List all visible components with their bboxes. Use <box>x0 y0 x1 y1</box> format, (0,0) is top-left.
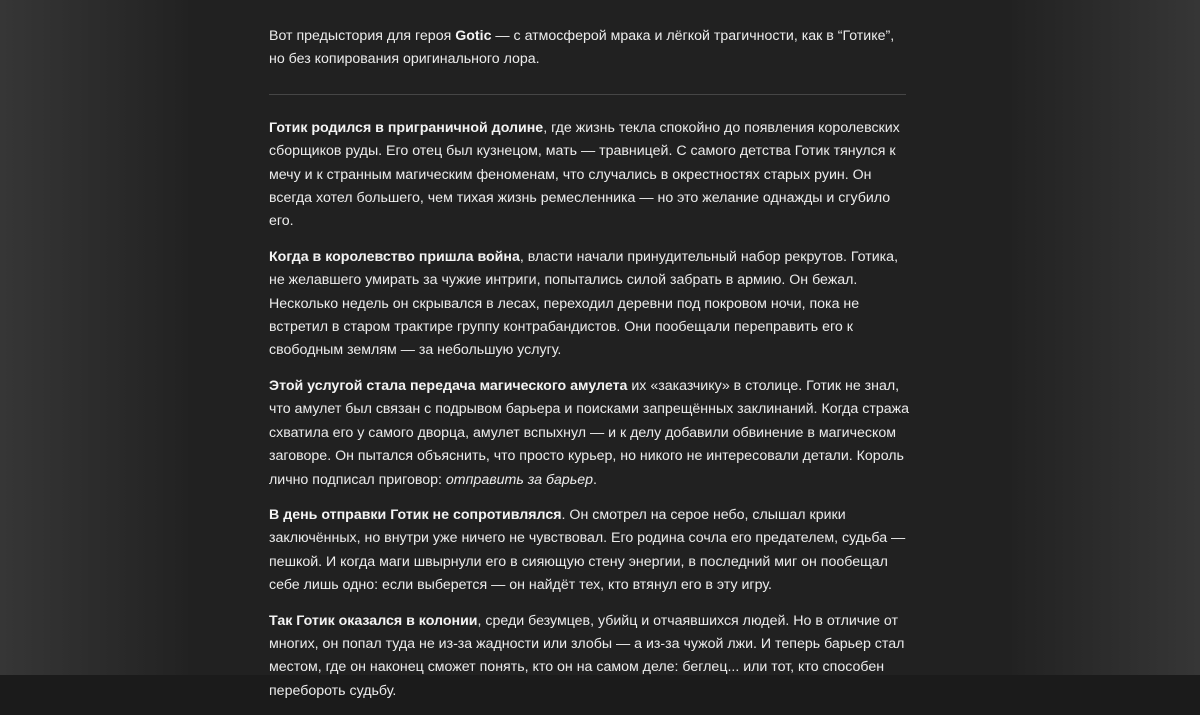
paragraph-text: . Он смотрел на серое небо, слышал крики заключённых, но внутри уже ничего не чувствовал. Его родина сочла его предателем, судьба — пешкой. И когда маги швырнули его в сияющую стену энергии, в последний миг он пообещал себе лишь одно: если выберется — он найдёт тех, кто втянул его в эту игру. <box>269 506 906 594</box>
assistant-message <box>269 25 909 715</box>
story-paragraph-1 <box>269 117 909 234</box>
horizontal-divider <box>269 94 906 95</box>
story-paragraph-3 <box>269 375 909 492</box>
left-gutter <box>0 0 188 675</box>
paragraph-lead: Когда в королевство пришла война <box>269 248 520 265</box>
intro-text-end: — с атмосферой мрака и лёгкой трагичности, как в “Готике”, но без копирования оригинального лора. <box>269 28 895 68</box>
paragraph-text: , среди безумцев, убийц и отчаявшихся людей. Но в отличие от многих, он попал туда не из-за жадности или злобы — а из-за чужой лжи. И теперь барьер стал местом, где он наконец сможет понять, кто он на самом деле: беглец... или тот, кто способен перебороть судьбу. <box>269 612 905 699</box>
paragraph-lead: Этой услугой стала передача магического амулета <box>269 377 628 394</box>
intro-bold: Gotic <box>455 28 492 44</box>
paragraph-end: . <box>593 471 597 488</box>
paragraph-text: , власти начали принудительный набор рекрутов. Готика, не желавшего умирать за чужие интриги, попытались силой забрать в армию. Он бежал. Несколько недель он скрывался в лесах, переходил деревни под покровом ночи, пока не встретил в старом трактире группу контрабандистов. Они пообещали переправить его к свободным землям — за небольшую услугу. <box>269 248 899 359</box>
story-paragraph-2 <box>269 246 909 363</box>
paragraph-text: , где жизнь текла спокойно до появления королевских сборщиков руды. Его отец был кузнецом, мать — травницей. С самого детства Готик тянулся к мечу и к странным магическим феноменам, что случались в окрестностях старых руин. Он всегда хотел большего, чем тихая жизнь ремесленника — но это желание однажды и сгубило его. <box>269 119 900 230</box>
story-paragraph-5 <box>269 610 909 704</box>
paragraph-italic: отправить за барьер <box>445 471 594 488</box>
story-paragraph-4 <box>269 504 909 598</box>
right-gutter <box>1012 0 1200 675</box>
paragraph-lead: Готик родился в приграничной долине <box>269 119 544 136</box>
paragraph-lead: В день отправки Готик не сопротивлялся <box>269 506 562 523</box>
intro-text: Вот предыстория для героя <box>269 28 456 44</box>
intro-paragraph <box>269 25 909 72</box>
paragraph-lead: Так Готик оказался в колонии <box>269 612 478 629</box>
chat-panel <box>188 0 1012 699</box>
paragraph-text: их «заказчику» в столице. Готик не знал, что амулет был связан с подрывом барьера и поисками запрещённых заклинаний. Когда стража схватила его у самого дворца, амулет вспыхнул — и к делу добавили обвинение в магическом заговоре. Он пытался объяснить, что просто курьер, но никого не интересовали детали. Король лично подписал приговор: <box>269 377 909 488</box>
